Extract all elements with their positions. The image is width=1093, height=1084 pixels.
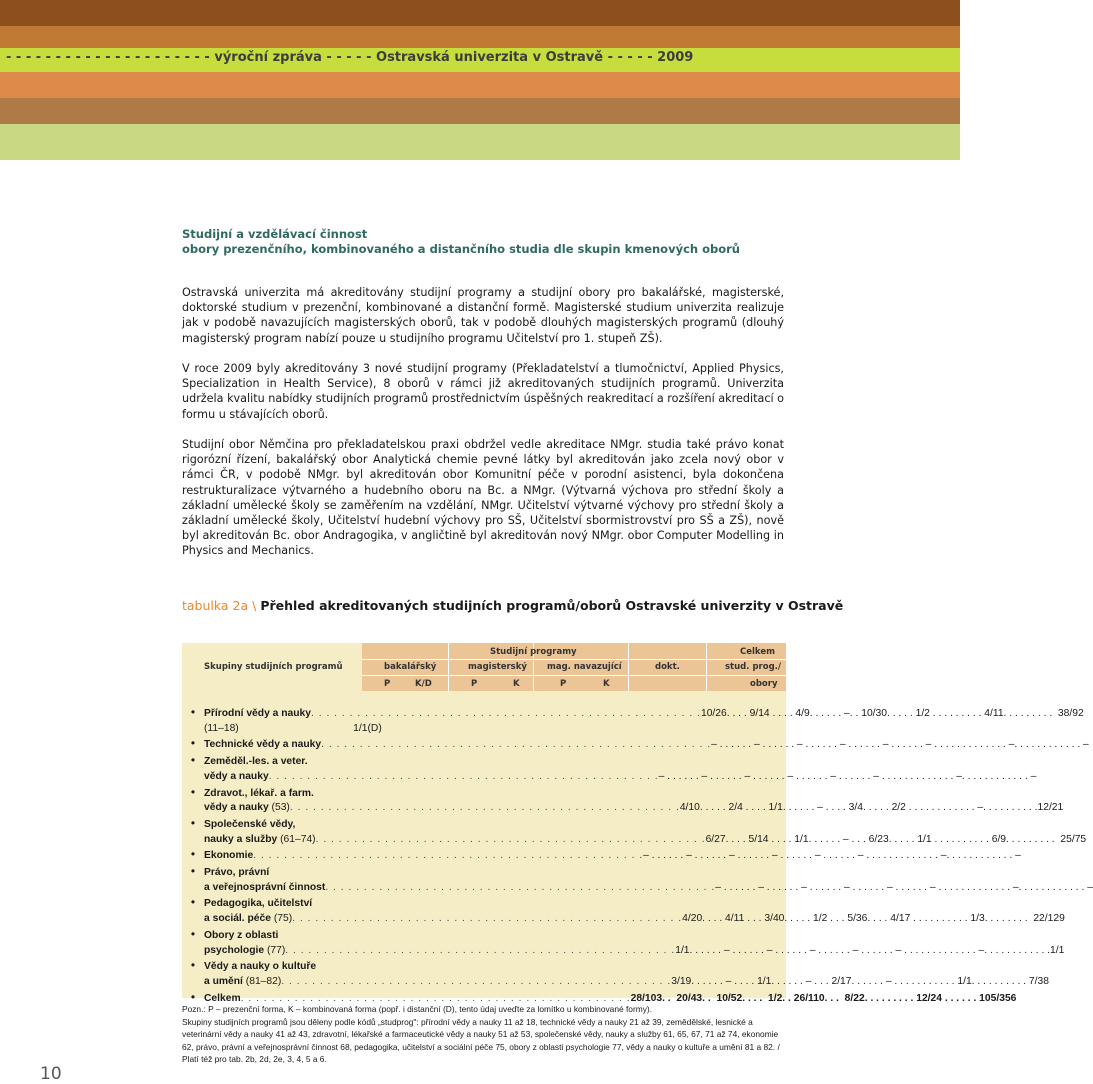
paragraph-1: Ostravská univerzita má akreditovány studijní programy a studijní obory pro bakalářské, magisterské, doktorské studium v prezenční, kombinované a distanční formě. Magisterské studium univerzita realizuje jak v podobě navazujících magisterských oborů, tak v podobě dlouhých magisterských programů (dlouhý magisterský program nabízí pouze u studijního programu Učitelství pro 1. stupeň ZŠ). <box>182 286 784 345</box>
table-row <box>182 833 1087 848</box>
row-values: 10/26. . . . 9/14 . . . . 4/9. . . . . . –. . 10/30. . . . . 1/2 . . . . . . . . . 4/11. . . . . . . . . 38/92 <box>700 708 1084 719</box>
bullet-icon: • <box>190 847 196 862</box>
section-title-line1: Studijní a vzdělávací činnost <box>182 227 368 241</box>
table-row <box>182 958 786 975</box>
header-band-pale <box>0 124 960 160</box>
row-label: Zeměděl.-les. a veter. <box>204 756 308 768</box>
header-kd-bak: K/D <box>415 679 432 689</box>
header-magistersky: magisterský <box>468 662 527 672</box>
running-header: - - - - - - - - - - - - - - - - - - - - - výroční zpráva - - - - - Ostravská univerzita v Ostravě - - - - - 2009 <box>6 50 694 65</box>
table-notes <box>182 1003 786 1066</box>
header-band-dark <box>0 0 960 26</box>
dot-leader: . . . . . . . . . . . . . . . . . . . . . . . . . . . . . . . . . . . . . . . . . . . . . . . . . . . <box>315 833 706 845</box>
header-rule <box>362 659 786 660</box>
header-divider <box>448 643 449 691</box>
bullet-icon: • <box>190 753 196 768</box>
header-k-nav: K <box>603 679 610 689</box>
row-label: Celkem <box>204 992 241 1004</box>
header-band-orange <box>0 72 960 98</box>
header-obory: obory <box>750 679 778 689</box>
dot-leader: . . . . . . . . . . . . . . . . . . . . . . . . . . . . . . . . . . . . . . . . . . . . . . . . . . . <box>281 975 672 987</box>
header-divider <box>706 643 707 691</box>
row-label: Technické vědy a nauky <box>204 739 322 751</box>
row-label: Vědy a nauky o kultuře <box>204 961 317 973</box>
table-caption <box>182 598 843 613</box>
table-row <box>182 944 1065 959</box>
section-title <box>182 227 922 257</box>
header-skupiny: Skupiny studijních programů <box>204 662 343 672</box>
row-label: Pedagogika, učitelství <box>204 898 313 910</box>
table-row <box>182 816 786 833</box>
table-row <box>182 912 1065 927</box>
row-label: Přírodní vědy a nauky <box>204 708 312 719</box>
header-divider <box>628 643 629 691</box>
bullet-icon: • <box>190 989 196 1004</box>
dot-leader: . . . . . . . . . . . . . . . . . . . . . . . . . . . . . . . . . . . . . . . . . . . . . . . . . . . <box>240 992 631 1004</box>
dot-leader: . . . . . . . . . . . . . . . . . . . . . . . . . . . . . . . . . . . . . . . . . . . . . . . . . . . <box>292 913 683 925</box>
table-row <box>182 927 786 944</box>
table-row <box>182 722 786 737</box>
bullet-icon: • <box>190 895 196 910</box>
bullet-icon: • <box>190 864 196 879</box>
bullet-icon: • <box>190 705 196 719</box>
paragraph-2: V roce 2009 byly akreditovány 3 nové studijní programy (Překladatelství a tlumočnictví, Applied Physics, Specialization in Health Service), 8 oborů v rámci již akreditovaných studijních programů. Univerzita udržela kvalitu nabídky studijních programů prostřednictvím úspěšných reakreditací a rozšíření akreditací o formu u stávajících oborů. <box>182 362 784 421</box>
bullet-icon: • <box>190 815 196 830</box>
row-label: vědy a nauky <box>204 802 269 814</box>
dot-leader: . . . . . . . . . . . . . . . . . . . . . . . . . . . . . . . . . . . . . . . . . . . . . . . . . . . <box>311 708 701 719</box>
table-row <box>182 975 1049 990</box>
row-code: (81–82) <box>242 975 282 987</box>
table-row <box>182 705 1084 722</box>
row-code: (61–74) <box>277 833 316 845</box>
dot-leader: . . . . . . . . . . . . . . . . . . . . . . . . . . . . . . . . . . . . . . . . . . . . . . . . . . . <box>253 850 644 862</box>
header-celkem: Celkem <box>740 647 775 657</box>
header-rule <box>362 675 786 676</box>
bullet-icon: • <box>190 736 196 751</box>
row-label: psychologie <box>204 944 265 956</box>
table-row <box>182 881 1093 896</box>
row-label: vědy a nauky <box>204 770 269 782</box>
bullet-icon: • <box>190 926 196 941</box>
section-title-line2: obory prezenčního, kombinovaného a distančního studia dle skupin kmenových oborů <box>182 242 740 256</box>
row-code: (75) <box>270 913 293 925</box>
table-row <box>182 895 786 912</box>
header-band-brown <box>0 26 960 48</box>
row-label: a veřejnosprávní činnost <box>204 881 326 893</box>
row-values: 4/10. . . . . 2/4 . . . . 1/1. . . . . . – . . . . 3/4. . . . . 2/2 . . . . . . . . . . . . –. . . . . . . . . .12/21 <box>679 802 1064 814</box>
row-values: 6/27. . . . 5/14 . . . . 1/1. . . . . . – . . . 6/23. . . . . 1/1 . . . . . . . . . . 6/9. . . . . . . . . 25/75 <box>705 833 1087 845</box>
header-p-mag: P <box>471 679 478 689</box>
bullet-icon: • <box>190 958 196 973</box>
table-row <box>182 753 786 770</box>
row-values: – . . . . . . – . . . . . . – . . . . . . – . . . . . . – . . . . . . – . . . . . . . . . . . . . –. . . . . . . . . . . . – <box>643 850 1021 862</box>
row-code: (77) <box>264 944 286 956</box>
row-values: – . . . . . . – . . . . . . – . . . . . . – . . . . . . – . . . . . . – . . . . . . . . . . . . . –. . . . . . . . . . . . – <box>711 739 1089 751</box>
paragraph-3: Studijní obor Němčina pro překladatelskou praxi obdržel vedle akreditace NMgr. studia také právo konat rigorózní řízení, bakalářský obor Analytická chemie pevné látky byl akreditován jako zcela nový obor v rámci ČR, v podobě NMgr. byl akreditován obor Komunitní péče v porodní asistenci, byla dokončena restrukturalizace výtvarného a hudebního oboru na Bc. a NMgr. (Výtvarná výchova pro střední školy a základní umělecké školy se zaměřením na vzdělání, NMgr. Učitelství výtvarné výchovy pro střední školy a základní umělecké školy, Učitelství hudební výchovy pro SŠ, Učitelství sbormistrovství pro SŠ a ZŠ), nově byl akreditován Bc. obor Andragogika, v angličtině byl akreditován nový NMgr. obor Computer Modelling in Physics and Mechanics. <box>182 438 784 558</box>
row-label: a umění <box>204 975 243 987</box>
table-row <box>182 801 1064 816</box>
header-band-tan <box>0 98 960 124</box>
row-label: Obory z oblasti <box>204 929 279 941</box>
note-2: Skupiny studijních programů jsou děleny podle kódů „studprog": přírodní vědy a nauky 11 až 18, technické vědy a nauky 21 až 39, zemědělské, lesnické a veterinární vědy a nauky 41 až 43, zdravotní, lékařské a farmaceutické vědy a nauky 51 až 53, společenské vědy, nauky a služby 61, 65, 67, 71 až 74, ekonomie 62, právo, právní a veřejnosprávní činnost 68, pedagogika, učitelství a sociální péče 75, obory z oblasti psychologie 77, vědy a nauky o kultuře a umění 81 a 82. / Platí též pro tab. 2b, 2d, 2e, 3, 4, 5 a 6. <box>182 1016 780 1065</box>
table-row <box>182 736 1089 753</box>
table-row <box>182 785 786 802</box>
header-dokt: dokt. <box>655 662 680 672</box>
dot-leader: . . . . . . . . . . . . . . . . . . . . . . . . . . . . . . . . . . . . . . . . . . . . . . . . . . . <box>325 881 716 893</box>
row-values: 28/103. . 20/43. . 10/52. . . . 1/2. . 26/110. . . 8/22. . . . . . . . . 12/24 . . . . . . 105/356 <box>630 992 1017 1004</box>
row-values: 3/19. . . . . . – . . . . 1/1. . . . . . – . . . 2/17. . . . . . – . . . . . . . . . . . 1/1. . . . . . . . . . 7/38 <box>671 975 1049 987</box>
header-studijni-programy: Studijní programy <box>490 647 577 657</box>
header-bakalarsky: bakalářský <box>384 662 437 672</box>
note-1: Pozn.: P – prezenční forma, K – kombinovaná forma (popř. i distanční (D), tento údaj uveďte za lomítko u kombinované formy). <box>182 1004 653 1014</box>
table-row <box>182 770 1037 785</box>
row-label: Zdravot., lékař. a farm. <box>204 787 314 799</box>
table-label: tabulka 2a \ <box>182 598 257 613</box>
row-label: Právo, právní <box>204 867 270 879</box>
table-body <box>182 705 1093 1006</box>
header-mag-navazujici: mag. navazující <box>547 662 622 672</box>
table-row <box>182 847 1021 864</box>
header-p-bak: P <box>384 679 391 689</box>
row-values: 4/20. . . . 4/11 . . . 3/40. . . . . 1/2 . . . 5/36. . . . 4/17 . . . . . . . . . . 1/3. . . . . . . . 22/129 <box>682 913 1065 925</box>
row-continuation: (11–18) 1/1(D) <box>204 722 382 734</box>
row-code: (53) <box>268 802 290 814</box>
table-row <box>182 864 786 881</box>
dot-leader: . . . . . . . . . . . . . . . . . . . . . . . . . . . . . . . . . . . . . . . . . . . . . . . . . . . <box>289 802 680 814</box>
dot-leader: . . . . . . . . . . . . . . . . . . . . . . . . . . . . . . . . . . . . . . . . . . . . . . . . . . . <box>285 944 676 956</box>
bullet-icon: • <box>190 784 196 799</box>
dot-leader: . . . . . . . . . . . . . . . . . . . . . . . . . . . . . . . . . . . . . . . . . . . . . . . . . . . <box>268 770 659 782</box>
row-values: – . . . . . . – . . . . . . – . . . . . . – . . . . . . – . . . . . . – . . . . . . . . . . . . . –. . . . . . . . . . . . – <box>715 881 1093 893</box>
row-label: Společenské vědy, <box>204 818 296 830</box>
header-k-mag: K <box>513 679 520 689</box>
row-values: 1/1. . . . . . – . . . . . . – . . . . . . – . . . . . . – . . . . . . – . . . . . . . . . . . . . –. . . . . . . . . . . .1/1 <box>675 944 1065 956</box>
header-p-nav: P <box>560 679 567 689</box>
row-label: nauky a služby <box>204 833 278 845</box>
row-label: Ekonomie <box>204 850 254 862</box>
header-stud-prog: stud. prog./ <box>725 662 781 672</box>
dot-leader: . . . . . . . . . . . . . . . . . . . . . . . . . . . . . . . . . . . . . . . . . . . . . . . . . . . <box>321 739 712 751</box>
row-label: a sociál. péče <box>204 913 271 925</box>
row-values: – . . . . . . – . . . . . . – . . . . . . – . . . . . . – . . . . . . – . . . . . . . . . . . . . –. . . . . . . . . . . . – <box>658 770 1037 782</box>
table-title: Přehled akreditovaných studijních programů/oborů Ostravské univerzity v Ostravě <box>260 598 844 613</box>
page-number: 10 <box>40 1064 62 1084</box>
